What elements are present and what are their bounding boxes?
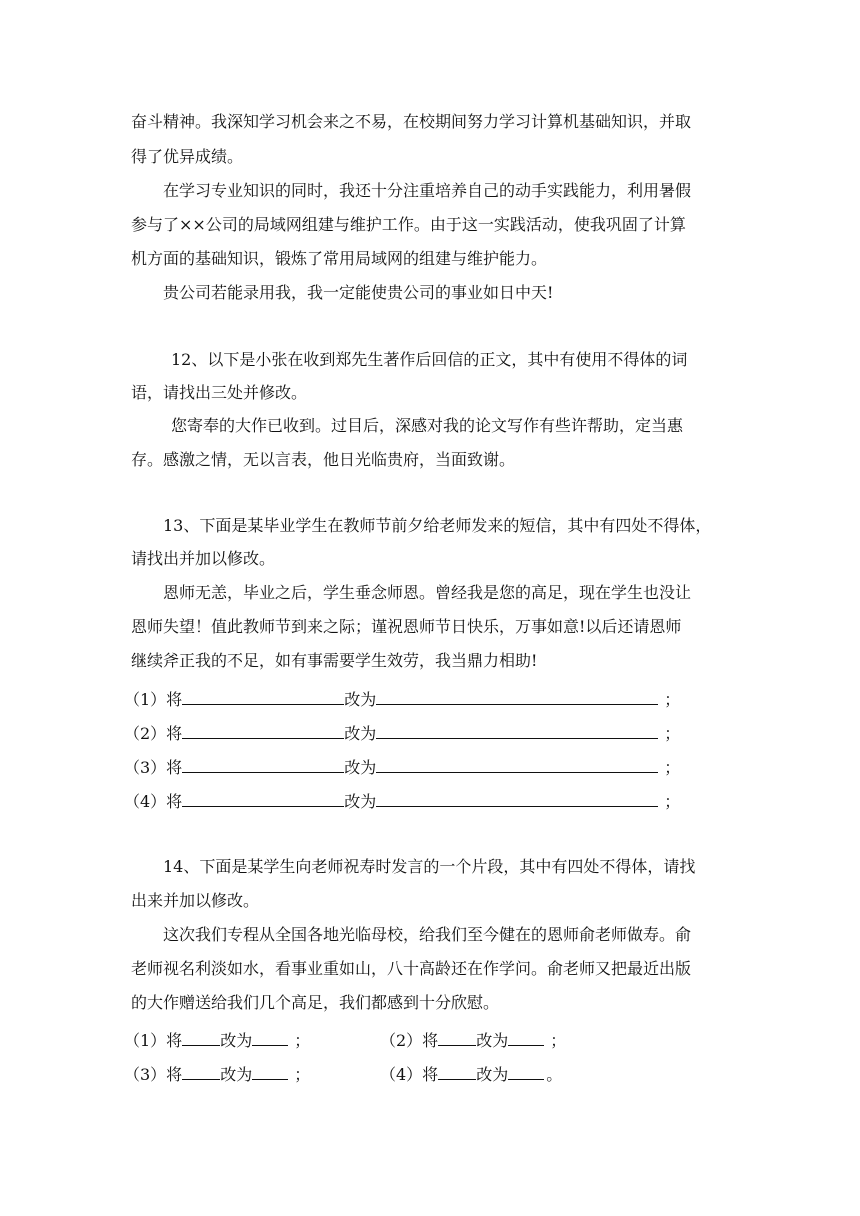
item-number: （4）将: [380, 1065, 439, 1084]
question-14-title-cont: 出来并加以修改。: [131, 891, 260, 910]
answer-blank[interactable]: [376, 756, 658, 773]
item-mid: 改为: [220, 1065, 253, 1084]
answer-blank[interactable]: [182, 688, 344, 705]
question-13-passage: 继续斧正我的不足，如有事需要学生效劳，我当鼎力相助!: [131, 651, 538, 670]
item-end: ；: [664, 758, 681, 777]
question-14-title: 14、下面是某学生向老师祝寿时发言的一个片段，其中有四处不得体，请找: [163, 857, 696, 876]
item-number: （4）将: [124, 792, 183, 811]
question-14-passage: 老师视名利淡如水，看事业重如山，八十高龄还在作学问。俞老师又把最近出版: [131, 959, 692, 978]
answer-blank[interactable]: [182, 722, 344, 739]
question-12-title-cont: 语，请找出三处并修改。: [131, 383, 308, 402]
item-end: ；: [294, 1065, 311, 1084]
item-number: （2）将: [380, 1031, 439, 1050]
item-end: ；: [664, 690, 681, 709]
paragraph-line: 得了优异成绩。: [131, 147, 244, 166]
question-13-title: 13、下面是某毕业学生在教师节前夕给老师发来的短信，其中有四处不得体，: [163, 516, 712, 535]
fill-in-item: [124, 790, 680, 812]
paragraph-line: 贵公司若能录用我，我一定能使贵公司的事业如日中天!: [163, 283, 554, 302]
fill-in-item: [124, 722, 680, 744]
item-number: （1）将: [124, 690, 183, 709]
answer-blank[interactable]: [252, 1029, 288, 1046]
answer-blank[interactable]: [252, 1063, 288, 1080]
question-12-passage: 您寄奉的大作已收到。过目后，深感对我的论文写作有些许帮助，定当惠: [171, 416, 684, 435]
answer-blank[interactable]: [182, 1063, 220, 1080]
item-number: （3）将: [124, 758, 183, 777]
answer-blank[interactable]: [376, 790, 658, 807]
fill-in-item: [124, 1029, 310, 1051]
fill-in-item: [124, 756, 680, 778]
item-mid: 改为: [344, 724, 377, 743]
item-end: ；: [664, 792, 681, 811]
question-13-title-cont: 请找出并加以修改。: [131, 549, 276, 568]
item-end: 。: [546, 1065, 563, 1084]
answer-blank[interactable]: [376, 688, 658, 705]
paragraph-line: 奋斗精神。我深知学习机会来之不易，在校期间努力学习计算机基础知识，并取: [131, 112, 692, 131]
item-end: ；: [664, 724, 681, 743]
item-number: （2）将: [124, 724, 183, 743]
fill-in-item: [380, 1029, 566, 1051]
paragraph-line: 机方面的基础知识，锻炼了常用局域网的组建与维护能力。: [131, 249, 548, 268]
question-14-passage: 这次我们专程从全国各地光临母校，给我们至今健在的恩师俞老师做寿。俞: [163, 925, 692, 944]
item-end: ；: [550, 1031, 567, 1050]
question-13-passage: 恩师失望！值此教师节到来之际；谨祝恩师节日快乐，万事如意!以后还请恩师: [131, 617, 682, 636]
item-number: （3）将: [124, 1065, 183, 1084]
item-end: ；: [294, 1031, 311, 1050]
answer-blank[interactable]: [438, 1063, 476, 1080]
fill-in-item: [124, 688, 680, 710]
question-14-passage: 的大作赠送给我们几个高足，我们都感到十分欣慰。: [131, 993, 500, 1012]
question-13-passage: 恩师无恙，毕业之后，学生垂念师恩。曾经我是您的高足，现在学生也没让: [163, 583, 692, 602]
answer-blank[interactable]: [182, 790, 344, 807]
item-mid: 改为: [344, 758, 377, 777]
item-mid: 改为: [220, 1031, 253, 1050]
answer-blank[interactable]: [508, 1063, 544, 1080]
question-12-title: 12、以下是小张在收到郑先生著作后回信的正文，其中有使用不得体的词: [171, 350, 688, 369]
fill-in-item: [124, 1063, 310, 1085]
item-mid: 改为: [476, 1065, 509, 1084]
answer-blank[interactable]: [508, 1029, 544, 1046]
paragraph-line: 参与了××公司的局域网组建与维护工作。由于这一实践活动，使我巩固了计算: [131, 215, 686, 234]
answer-blank[interactable]: [438, 1029, 476, 1046]
item-mid: 改为: [476, 1031, 509, 1050]
paragraph-line: 在学习专业知识的同时，我还十分注重培养自己的动手实践能力，利用暑假: [163, 181, 692, 200]
answer-blank[interactable]: [376, 722, 658, 739]
fill-in-item: [380, 1063, 562, 1085]
answer-blank[interactable]: [182, 756, 344, 773]
item-mid: 改为: [344, 792, 377, 811]
question-12-passage: 存。感激之情，无以言表，他日光临贵府，当面致谢。: [131, 450, 516, 469]
item-mid: 改为: [344, 690, 377, 709]
answer-blank[interactable]: [182, 1029, 220, 1046]
item-number: （1）将: [124, 1031, 183, 1050]
